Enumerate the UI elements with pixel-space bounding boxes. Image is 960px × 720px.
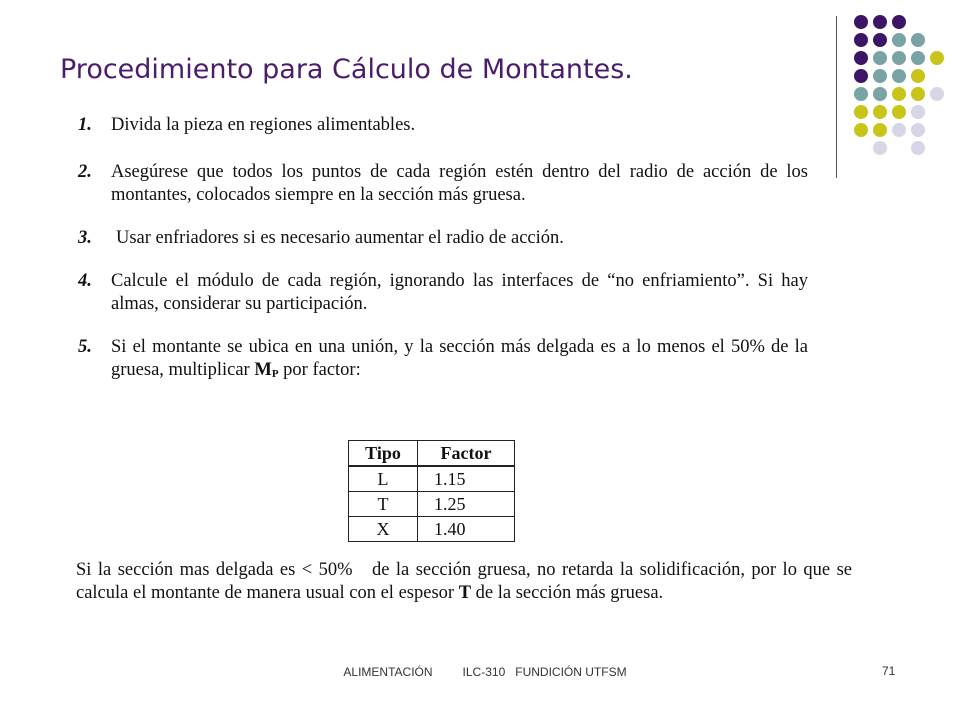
- table-cell: L: [349, 466, 418, 492]
- list-item: [78, 227, 808, 250]
- decorative-dot: [873, 87, 887, 101]
- decorative-dot: [873, 123, 887, 137]
- mp-symbol-subscript: P: [271, 368, 279, 380]
- page-number: 71: [882, 664, 896, 678]
- mp-symbol: [254, 360, 278, 380]
- table-cell: T: [349, 492, 418, 517]
- decorative-dot: [892, 33, 906, 47]
- decorative-dot: [911, 141, 925, 155]
- footer-text: ALIMENTACIÓN ILC-310 FUNDICIÓN UTFSM: [343, 665, 627, 679]
- note-bold-symbol: T: [458, 583, 472, 603]
- step-number: 5.: [78, 337, 92, 357]
- list-item: [78, 161, 808, 207]
- decorative-dot: [930, 51, 944, 65]
- table-cell: 1.25: [418, 492, 515, 517]
- list-item: [78, 270, 808, 316]
- decorative-dot: [873, 105, 887, 119]
- decorative-dot: [854, 87, 868, 101]
- decorative-dot: [873, 141, 887, 155]
- decorative-dot: [854, 15, 868, 29]
- decorative-dot: [892, 105, 906, 119]
- decorative-dot: [911, 123, 925, 137]
- decorative-dot: [873, 15, 887, 29]
- decorative-dot: [911, 87, 925, 101]
- table-cell: 1.40: [418, 517, 515, 542]
- decorative-dot: [854, 69, 868, 83]
- decorative-dot: [911, 33, 925, 47]
- step-text-part: Si el montante se ubica en una unión, y la sección más delgada es a lo menos el 50% de la gruesa, multiplicar: [111, 337, 808, 380]
- step-text: Asegúrese que todos los puntos de cada región estén dentro del radio de acción de los montantes, colocados siempre en la sección más gruesa.: [111, 162, 808, 205]
- step-number: 2.: [78, 162, 92, 182]
- decorative-dot: [854, 123, 868, 137]
- step-text: Usar enfriadores si es necesario aumentar el radio de acción.: [116, 228, 564, 248]
- table-header-cell: Tipo: [349, 441, 418, 467]
- procedure-steps: [78, 114, 808, 404]
- decorative-dot: [930, 87, 944, 101]
- decorative-dot: [892, 51, 906, 65]
- step-text: [111, 336, 808, 384]
- decorative-dot: [873, 69, 887, 83]
- decorative-dot: [892, 69, 906, 83]
- decorative-dot: [854, 33, 868, 47]
- decorative-dot: [911, 105, 925, 119]
- step-number: 1.: [78, 115, 92, 135]
- table-header-row: [349, 441, 515, 467]
- decorative-dot: [873, 33, 887, 47]
- note-text-part: de la sección más gruesa.: [471, 583, 664, 603]
- decorative-dot: [873, 51, 887, 65]
- step-number: 4.: [78, 271, 92, 291]
- mp-symbol-main: M: [254, 360, 272, 380]
- list-item: [78, 336, 808, 384]
- step-text: Divida la pieza en regiones alimentables.: [111, 115, 416, 135]
- decorative-dot: [892, 15, 906, 29]
- decorative-vertical-line: [836, 16, 837, 178]
- slide-title: Procedimiento para Cálculo de Montantes.: [60, 54, 633, 85]
- step-number: 3.: [78, 228, 92, 248]
- decorative-dot: [911, 69, 925, 83]
- decorative-dot: [854, 105, 868, 119]
- step-text: Calcule el módulo de cada región, ignorando las interfaces de “no enfriamiento”. Si hay almas, considerar su participación.: [111, 271, 808, 314]
- table-row: [349, 517, 515, 542]
- list-item: [78, 114, 808, 137]
- table-row: [349, 466, 515, 492]
- table-cell: X: [349, 517, 418, 542]
- step-text-part: por factor:: [278, 360, 361, 380]
- decorative-dot: [854, 51, 868, 65]
- table-cell: 1.15: [418, 466, 515, 492]
- note-paragraph: [76, 559, 857, 605]
- table-row: [349, 492, 515, 517]
- decorative-dot: [911, 51, 925, 65]
- decorative-dot: [892, 87, 906, 101]
- note-text-part: Si la sección mas delgada es < 50% de la sección gruesa, no retarda la solidificación, por lo que se calcula el montante de manera usual con el espesor: [76, 560, 857, 603]
- factor-table: [348, 440, 515, 542]
- decorative-dot: [892, 123, 906, 137]
- table-header-cell: Factor: [418, 441, 515, 467]
